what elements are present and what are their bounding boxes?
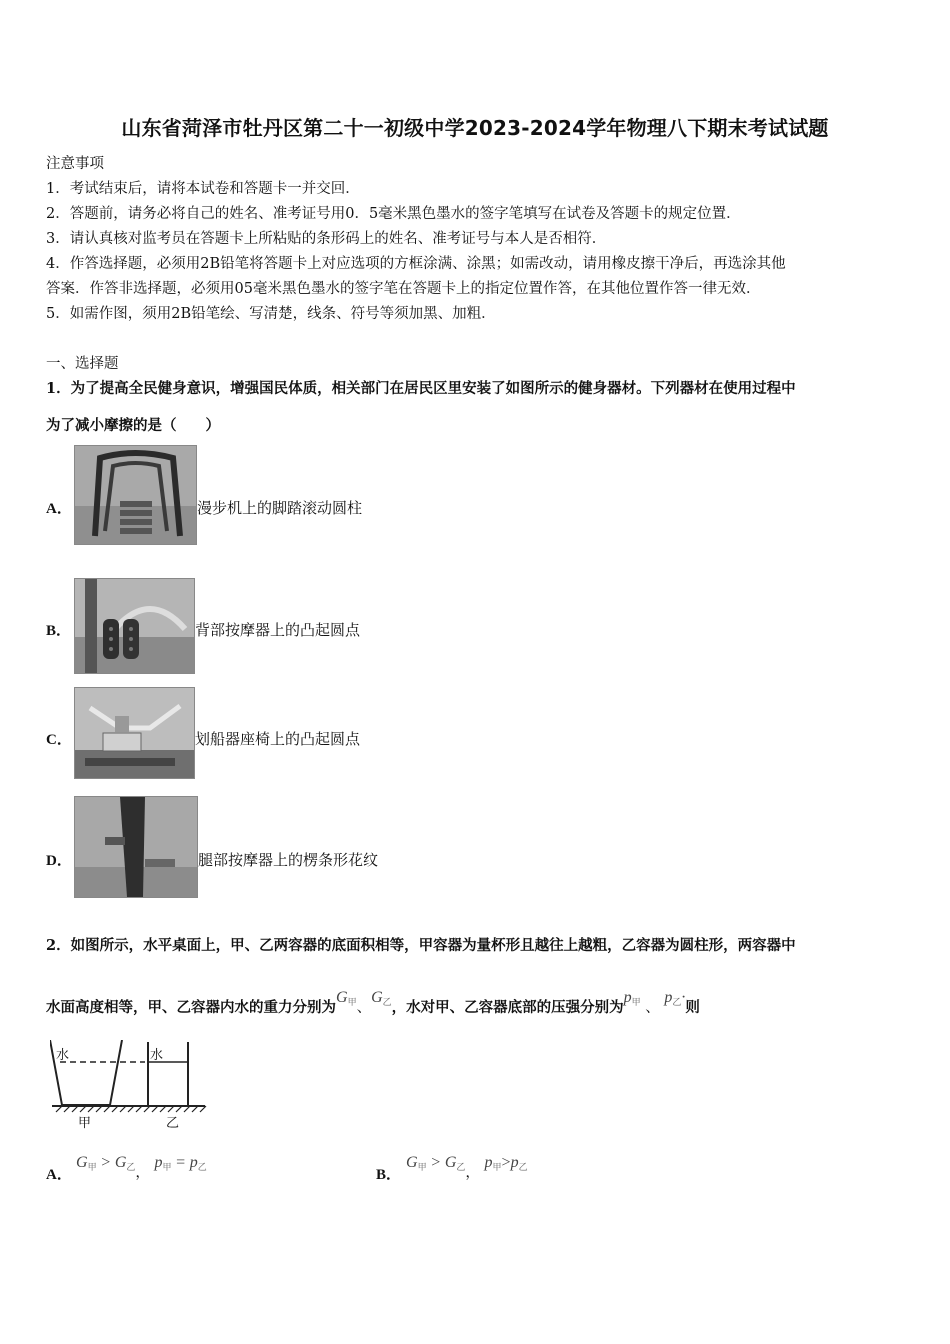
q2-stem-text-a: 水面高度相等，甲、乙容器内水的重力分别为	[46, 999, 336, 1016]
notice-heading: 注意事项	[46, 156, 104, 172]
q2-option-b-formula: $G_甲 > G_乙$， $p_甲>p_乙$	[406, 1154, 528, 1181]
q1-option-d-letter: D．	[46, 853, 72, 869]
page-title: 山东省菏泽市牡丹区第二十一初级中学2023-2024学年物理八下期末考试试题	[121, 116, 829, 140]
q2-stem-line1: 2．如图所示，水平桌面上，甲、乙两容器的底面积相等，甲容器为量杯形且越往上越粗，乙容器为圆柱形，两容器中	[46, 937, 796, 954]
q1-option-b-text: 背部按摩器上的凸起圆点	[195, 621, 361, 639]
q1-option-a-letter: A．	[46, 501, 72, 517]
notice-item: 3．请认真核对监考员在答题卡上所粘贴的条形码上的姓名、准考证号与本人是否相符．	[46, 231, 607, 247]
q2-stem-line2: 水面高度相等，甲、乙容器内水的重力分别为$G_甲$、$G_乙$，水对甲、乙容器底部的压强分别为$p_甲$ 、 $p_乙\cdot$则	[46, 989, 700, 1016]
rowing-machine-photo	[74, 687, 195, 779]
notice-item: 5．如需作图，须用2B铅笔绘、写清楚，线条、符号等须加黑、加粗．	[46, 306, 496, 322]
diagram-water-label-yi: 水	[150, 1048, 164, 1063]
back-massager-photo	[74, 578, 195, 674]
formula-p-yi: $p_乙\cdot$	[664, 989, 686, 1007]
q2-stem-text-c: 则	[685, 999, 700, 1016]
section-heading: 一、选择题	[46, 356, 119, 372]
q1-option-d-text: 腿部按摩器上的楞条形花纹	[198, 851, 379, 869]
q2-option-b-letter: B．	[376, 1167, 402, 1183]
diagram-water-label-jia: 水	[56, 1048, 70, 1063]
formula-g-yi: $G_乙$	[371, 989, 392, 1007]
formula-g-jia: $G_甲$	[336, 989, 357, 1007]
leg-massager-photo	[74, 796, 198, 898]
q2-option-a-formula: $G_甲 > G_乙$， $p_甲 = p_乙$	[76, 1154, 207, 1181]
diagram-label-jia: 甲	[78, 1116, 92, 1131]
q1-option-b-letter: B．	[46, 623, 72, 639]
q1-option-c-text: 划船器座椅上的凸起圆点	[195, 730, 361, 748]
notice-item: 2．答题前，请务必将自己的姓名、准考证号用0．5毫米黑色墨水的签字笔填写在试卷及答题卡的规定位置．	[46, 206, 741, 222]
treadmill-photo	[74, 445, 197, 545]
q1-stem-line1: 1．为了提高全民健身意识，增强国民体质，相关部门在居民区里安装了如图所示的健身器材。下列器材在使用过程中	[46, 380, 796, 397]
q1-stem-line2: 为了减小摩擦的是（ ）	[46, 417, 220, 434]
notice-item: 4．作答选择题，必须用2B铅笔将答题卡上对应选项的方框涂满、涂黑；如需改动，请用橡皮擦干净后，再选涂其他	[46, 256, 786, 272]
q1-option-c-letter: C．	[46, 732, 72, 748]
containers-diagram	[50, 1040, 210, 1130]
diagram-label-yi: 乙	[166, 1116, 180, 1131]
q1-option-a-text: 漫步机上的脚踏滚动圆柱	[197, 499, 363, 517]
q2-stem-text-b: ，水对甲、乙容器底部的压强分别为	[391, 999, 624, 1016]
notice-item: 答案．作答非选择题，必须用05毫米黑色墨水的签字笔在答题卡上的指定位置作答，在其他位置作答一律无效．	[46, 281, 761, 297]
q2-option-a-letter: A．	[46, 1167, 72, 1183]
notice-item: 1．考试结束后，请将本试卷和答题卡一并交回．	[46, 181, 360, 197]
formula-p-jia: $p_甲$	[623, 989, 641, 1007]
